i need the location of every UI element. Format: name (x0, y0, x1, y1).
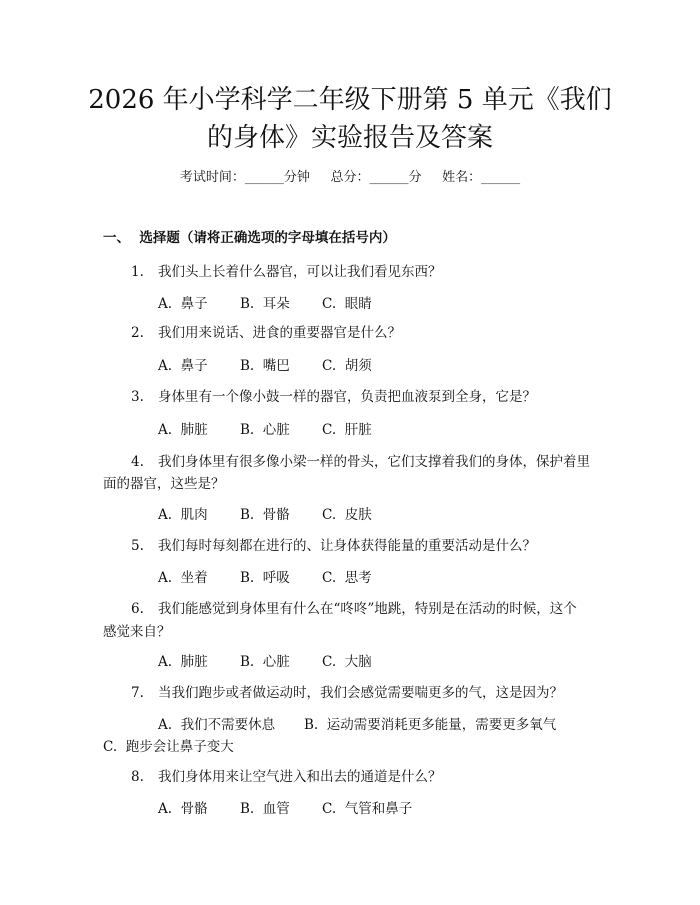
question-3 (131, 387, 536, 407)
question-6-text-continued: 感觉来自？ (103, 624, 171, 640)
question-8-option-b: B. 血管 (240, 801, 290, 817)
question-text: 身体里有一个像小鼓一样的器官，负责把血液泵到全身，它是？ (158, 389, 536, 405)
question-8-option-c: C. 气管和鼻子 (322, 801, 413, 817)
question-number: 3. (131, 389, 144, 405)
question-text: 我们头上长着什么器官，可以让我们看见东西？ (158, 264, 442, 280)
question-text: 我们身体用来让空气进入和出去的通道是什么？ (158, 769, 442, 785)
question-2-option-b: B. 嘴巴 (240, 358, 290, 374)
section-heading-choice: 一、 选择题（请将正确选项的字母填在括号内） (103, 230, 396, 246)
question-number: 6. (131, 601, 144, 617)
question-5 (131, 536, 536, 556)
question-7-option-b: B. 运动需要消耗更多能量，需要更多氧气 (304, 717, 557, 733)
question-number: 5. (131, 538, 144, 554)
page-title-line-1: 2026 年小学科学二年级下册第 5 单元《我们 (88, 85, 612, 115)
question-8 (131, 767, 442, 787)
question-number: 1. (131, 264, 144, 280)
question-text: 我们每时每刻都在进行的、让身体获得能量的重要活动是什么？ (158, 538, 536, 554)
question-text: 我们能感觉到身体里有什么在“咚咚”地跳，特别是在活动的时候，这个 (158, 601, 577, 617)
question-6-option-a: A. 肺脏 (158, 654, 208, 670)
question-3-option-c: C. 肝脏 (322, 422, 372, 438)
question-6-option-c: C. 大脑 (322, 654, 372, 670)
question-5-option-a: A. 坐着 (158, 570, 208, 586)
question-7-option-a: A. 我们不需要休息 (158, 717, 276, 733)
question-3-option-b: B. 心脏 (240, 422, 290, 438)
question-2-option-a: A. 鼻子 (158, 358, 208, 374)
question-6-option-b: B. 心脏 (240, 654, 290, 670)
question-3-option-a: A. 肺脏 (158, 422, 208, 438)
question-5-option-c: C. 思考 (322, 570, 372, 586)
question-text: 我们用来说话、进食的重要器官是什么？ (158, 325, 401, 341)
question-4-text-continued: 面的器官，这些是？ (103, 476, 225, 492)
question-1-option-a: A. 鼻子 (158, 296, 208, 312)
question-number: 8. (131, 769, 144, 785)
question-4 (131, 452, 590, 472)
question-7-option-c: C. 跑步会让鼻子变大 (103, 739, 234, 755)
question-2 (131, 323, 401, 343)
question-7 (131, 683, 563, 703)
question-4-option-c: C. 皮肤 (322, 507, 372, 523)
question-4-option-b: B. 骨骼 (240, 507, 290, 523)
question-8-option-a: A. 骨骼 (158, 801, 208, 817)
question-5-option-b: B. 呼吸 (240, 570, 290, 586)
question-1 (131, 262, 442, 282)
question-text: 当我们跑步或者做运动时，我们会感觉需要喘更多的气，这是因为？ (158, 685, 563, 701)
question-text: 我们身体里有很多像小梁一样的骨头，它们支撑着我们的身体，保护着里 (158, 454, 590, 470)
question-6 (131, 599, 577, 619)
question-1-option-b: B. 耳朵 (240, 296, 290, 312)
question-1-option-c: C. 眼睛 (322, 296, 372, 312)
question-number: 4. (131, 454, 144, 470)
exam-meta-line: 考试时间：______分钟 总分：______分 姓名：______ (179, 170, 521, 185)
question-4-option-a: A. 肌肉 (158, 507, 208, 523)
question-number: 7. (131, 685, 144, 701)
question-2-option-c: C. 胡须 (322, 358, 372, 374)
page-title-line-2: 的身体》实验报告及答案 (206, 123, 493, 153)
question-number: 2. (131, 325, 144, 341)
